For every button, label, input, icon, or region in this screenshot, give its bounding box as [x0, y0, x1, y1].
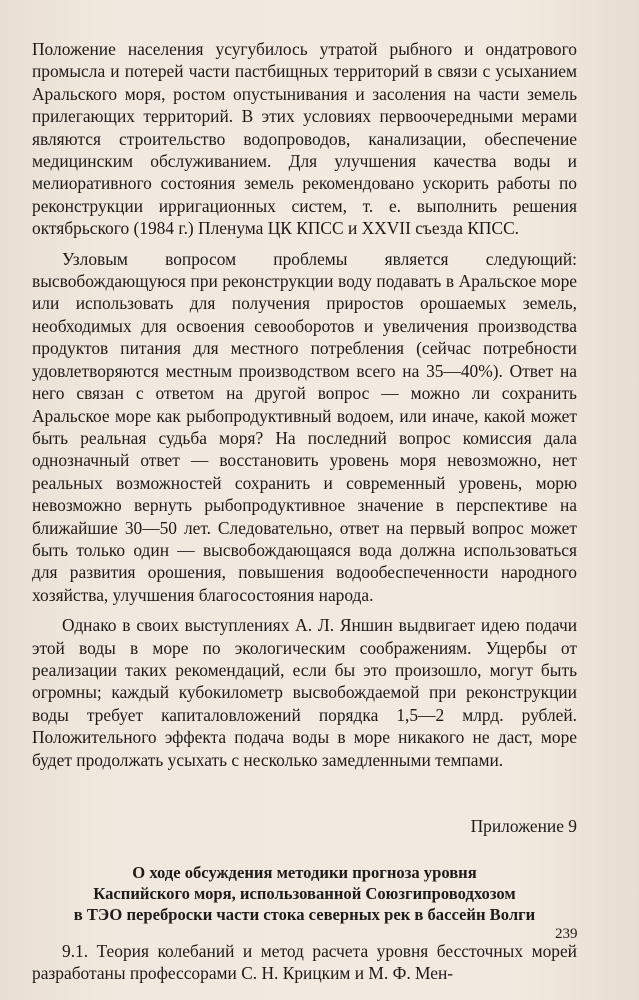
- paragraph-2: Узловым вопросом проблемы является следующий: высвобождающуюся при реконструкции воду подавать в Аральское море или использовать для получения приростов орошаемых земель, необходимых для освоения севооборотов и увеличения производства продуктов питания для местного потребления (сейчас потребности удовлетворяются местным производством всего на 35—40%). Ответ на него связан с ответом на другой вопрос — можно ли сохранить Аральское море как рыбопродуктивный водоем, или иначе, какой может быть реальная судьба моря? На последний вопрос комиссия дала однозначный ответ — восстановить уровень моря невозможно, нет реальных возможностей сохранить и современный уровень, морю невозможно вернуть рыбопродуктивное значение в перспективе на ближайшие 30—50 лет. Следовательно, ответ на первый вопрос может быть только один — высвобождающаяся вода должна использоваться для развития орошения, повышения водообеспеченности народного хозяйства, улучшения благосостояния народа.: [32, 248, 577, 605]
- paragraph-3: Однако в своих выступлениях А. Л. Яншин выдвигает идею подачи этой воды в море по экологическим соображениям. Ущербы от реализации таких рекомендаций, если бы это произошло, могут быть огромны; каждый кубокилометр высвобождаемой при реконструкции воды требует капиталовложений порядка 1,5—2 млрд. рублей. Положительного эффекта подача воды в море никакого не даст, море будет продолжать усыхать с несколько замедленными темпами.: [32, 615, 577, 770]
- section-title-line-3: в ТЭО переброски части стока северных рек в бассейн Волги: [73, 905, 536, 924]
- section-title-line-2: Каспийского моря, использованной Союзгипроводхозом: [93, 884, 516, 904]
- section-title: [32, 863, 577, 925]
- appendix-label: Приложение 9: [470, 816, 577, 836]
- text-column: [32, 38, 577, 985]
- section-paragraph: 9.1. Теория колебаний и метод расчета уровня бессточных морей разработаны профессорами С. Н. Крицким и М. Ф. Мен-: [32, 940, 577, 984]
- page-number: 239: [555, 926, 578, 942]
- section-title-line-1: О ходе обсуждения методики прогноза уровня: [132, 863, 477, 883]
- paragraph-1: Положение населения усугубилось утратой рыбного и ондатрового промысла и потерей части пастбищных территорий в связи с усыханием Аральского моря, ростом опустынивания и засоления на части земель прилегающих территорий. В этих условиях первоочередными мерами являются строительство водопроводов, канализации, обеспечение медицинским обслуживанием. Для улучшения качества воды и мелиоративного состояния земель рекомендовано ускорить работы по реконструкции ирригационных систем, т. е. выполнить решения октябрьского (1984 г.) Пленума ЦК КПСС и XXVII съезда КПСС.: [32, 39, 577, 239]
